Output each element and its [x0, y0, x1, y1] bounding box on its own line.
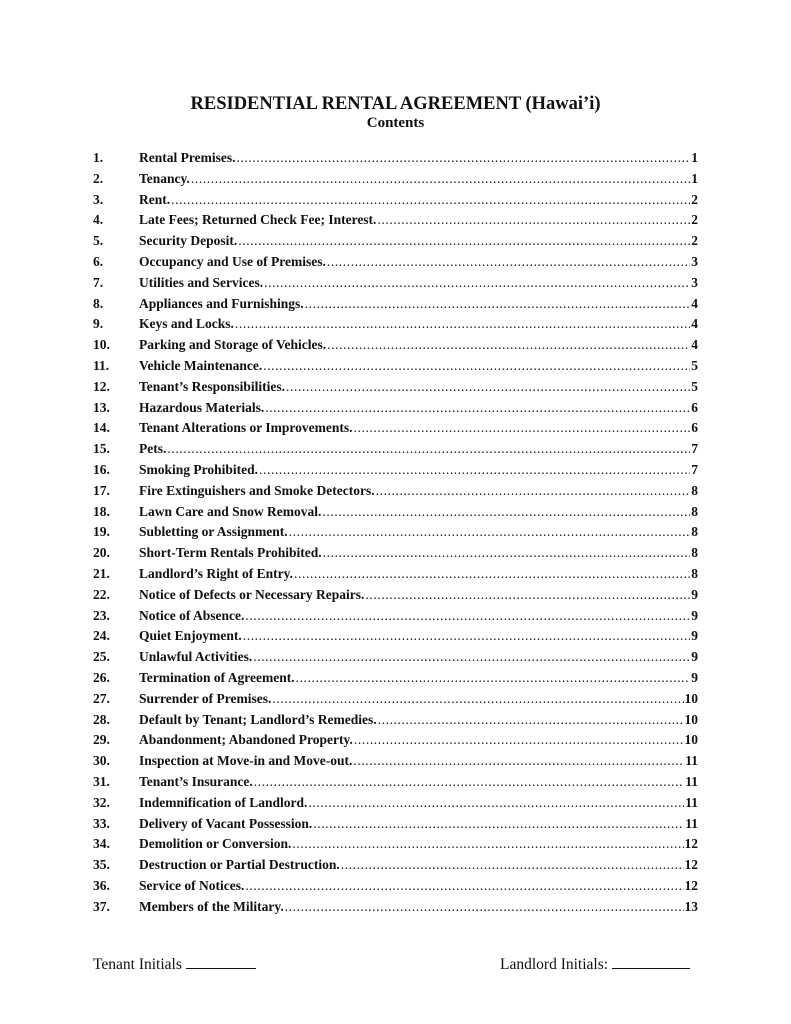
- toc-entry[interactable]: [93, 273, 698, 294]
- toc-dot-leader: [296, 668, 691, 689]
- toc-entry[interactable]: [93, 190, 698, 211]
- toc-dot-leader: [254, 772, 684, 793]
- toc-entry-label: Security Deposit.: [139, 233, 238, 249]
- toc-entry-page: 12: [684, 877, 698, 893]
- toc-entry-number: 13.: [93, 399, 110, 415]
- toc-entry-label: Fire Extinguishers and Smoke Detectors.: [139, 482, 375, 498]
- toc-dot-leader: [313, 814, 684, 835]
- toc-dot-leader: [272, 689, 683, 710]
- toc-entry-label: Utilities and Services.: [139, 274, 264, 290]
- toc-dot-leader: [322, 502, 690, 523]
- toc-entry-page: 4: [691, 316, 698, 332]
- toc-entry-number: 11.: [93, 357, 110, 373]
- toc-dot-leader: [286, 377, 690, 398]
- toc-dot-leader: [294, 564, 690, 585]
- toc-entry-label: Quiet Enjoyment.: [139, 628, 242, 644]
- toc-entry-number: 23.: [93, 607, 110, 623]
- toc-entry-number: 31.: [93, 773, 110, 789]
- toc-dot-leader: [341, 855, 684, 876]
- toc-dot-leader: [377, 210, 690, 231]
- toc-entry-page: 8: [691, 524, 698, 540]
- toc-entry[interactable]: [93, 834, 698, 855]
- toc-entry-label: Occupancy and Use of Premises.: [139, 253, 326, 269]
- toc-entry-label: Tenant’s Insurance.: [139, 773, 253, 789]
- toc-entry-number: 1.: [93, 150, 104, 165]
- toc-entry[interactable]: [93, 543, 698, 564]
- toc-entry[interactable]: [93, 148, 698, 169]
- toc-entry-page: 1: [691, 170, 698, 186]
- toc-entry-page: 8: [691, 503, 698, 519]
- toc-entry-number: 33.: [93, 815, 110, 831]
- toc-entry-label: Inspection at Move-in and Move-out.: [139, 753, 353, 769]
- toc-entry-label: Destruction or Partial Destruction.: [139, 857, 340, 873]
- toc-entry-number: 17.: [93, 482, 110, 498]
- toc-entry-number: 21.: [93, 565, 110, 581]
- toc-entry[interactable]: [93, 793, 698, 814]
- toc-dot-leader: [245, 606, 690, 627]
- toc-entry-page: 2: [691, 212, 698, 228]
- toc-entry[interactable]: [93, 730, 698, 751]
- tenant-initials: [93, 954, 256, 975]
- toc-entry[interactable]: [93, 231, 698, 252]
- toc-dot-leader: [323, 543, 691, 564]
- toc-entry-number: 22.: [93, 586, 110, 602]
- toc-entry-number: 4.: [93, 212, 104, 228]
- toc-entry[interactable]: [93, 294, 698, 315]
- toc-entry-label: Keys and Locks.: [139, 316, 234, 332]
- toc-entry-number: 18.: [93, 503, 110, 519]
- landlord-initials-label: Landlord Initials:: [500, 956, 609, 973]
- toc-entry[interactable]: [93, 418, 698, 439]
- toc-dot-leader: [191, 169, 690, 190]
- toc-entry[interactable]: [93, 606, 698, 627]
- toc-dot-leader: [171, 190, 690, 211]
- toc-entry-label: Termination of Agreement.: [139, 669, 295, 685]
- toc-entry[interactable]: [93, 710, 698, 731]
- toc-dot-leader: [259, 460, 690, 481]
- landlord-initials: [500, 954, 690, 975]
- toc-entry-page: 6: [691, 399, 698, 415]
- toc-entry-number: 5.: [93, 233, 104, 249]
- toc-entry[interactable]: [93, 481, 698, 502]
- toc-entry-page: 9: [691, 669, 698, 685]
- toc-dot-leader: [245, 876, 683, 897]
- toc-entry-label: Appliances and Furnishings.: [139, 295, 304, 311]
- toc-entry-label: Notice of Absence.: [139, 607, 245, 623]
- toc-dot-leader: [235, 314, 690, 335]
- toc-entry-number: 27.: [93, 690, 110, 706]
- toc-entry-number: 10.: [93, 337, 110, 353]
- toc-entry-number: 20.: [93, 545, 110, 561]
- toc-entry-page: 6: [691, 420, 698, 436]
- toc-entry[interactable]: [93, 335, 698, 356]
- toc-entry-number: 7.: [93, 274, 104, 290]
- toc-entry-number: 34.: [93, 836, 110, 852]
- toc-entry-label: Late Fees; Returned Check Fee; Interest.: [139, 212, 377, 228]
- toc-entry-page: 7: [691, 461, 698, 477]
- toc-dot-leader: [378, 710, 684, 731]
- toc-entry[interactable]: [93, 398, 698, 419]
- toc-entry-page: 8: [691, 565, 698, 581]
- toc-entry-label: Smoking Prohibited.: [139, 461, 259, 477]
- toc-entry-number: 29.: [93, 732, 110, 748]
- toc-entry-label: Subletting or Assignment.: [139, 524, 288, 540]
- toc-entry-number: 35.: [93, 857, 110, 873]
- toc-entry-number: 3.: [93, 191, 104, 207]
- table-of-contents: [93, 148, 698, 917]
- toc-entry-label: Vehicle Maintenance.: [139, 357, 263, 373]
- toc-entry-number: 28.: [93, 711, 110, 727]
- toc-entry-number: 6.: [93, 253, 104, 269]
- toc-entry-page: 8: [691, 482, 698, 498]
- toc-entry-label: Delivery of Vacant Possession.: [139, 815, 313, 831]
- toc-entry-page: 10: [684, 732, 698, 748]
- toc-dot-leader: [264, 273, 690, 294]
- toc-entry-label: Hazardous Materials.: [139, 399, 265, 415]
- toc-entry-label: Pets.: [139, 441, 167, 457]
- toc-dot-leader: [327, 335, 690, 356]
- toc-entry-page: 4: [691, 295, 698, 311]
- contents-heading: Contents: [366, 115, 425, 131]
- toc-entry-label: Notice of Defects or Necessary Repairs.: [139, 586, 365, 602]
- toc-entry-label: Members of the Military.: [139, 898, 284, 914]
- document-title: RESIDENTIAL RENTAL AGREEMENT (Hawai’i): [190, 94, 601, 114]
- toc-entry-page: 4: [691, 337, 698, 353]
- toc-entry[interactable]: [93, 855, 698, 876]
- toc-dot-leader: [238, 231, 690, 252]
- toc-dot-leader: [353, 751, 684, 772]
- toc-entry-page: 11: [685, 773, 698, 789]
- toc-entry[interactable]: [93, 814, 698, 835]
- toc-entry-label: Indemnification of Landlord.: [139, 794, 308, 810]
- toc-entry-number: 14.: [93, 420, 110, 436]
- toc-entry-page: 8: [691, 545, 698, 561]
- toc-entry-page: 2: [691, 191, 698, 207]
- toc-entry-label: Surrender of Premises.: [139, 690, 272, 706]
- toc-entry-page: 1: [691, 150, 698, 165]
- toc-entry-number: 9.: [93, 316, 104, 332]
- toc-entry-number: 26.: [93, 669, 110, 685]
- toc-entry[interactable]: [93, 210, 698, 231]
- toc-entry-page: 5: [691, 357, 698, 373]
- toc-entry[interactable]: [93, 314, 698, 335]
- toc-entry-page: 3: [691, 253, 698, 269]
- toc-entry[interactable]: [93, 668, 698, 689]
- toc-entry[interactable]: [93, 689, 698, 710]
- toc-dot-leader: [167, 439, 690, 460]
- toc-dot-leader: [354, 730, 684, 751]
- toc-entry-label: Lawn Care and Snow Removal.: [139, 503, 322, 519]
- toc-entry[interactable]: [93, 522, 698, 543]
- toc-dot-leader: [289, 522, 691, 543]
- toc-dot-leader: [265, 398, 690, 419]
- toc-entry[interactable]: [93, 626, 698, 647]
- toc-entry[interactable]: [93, 897, 698, 918]
- toc-entry-page: 11: [685, 815, 698, 831]
- toc-entry-number: 12.: [93, 378, 110, 394]
- toc-entry[interactable]: [93, 377, 698, 398]
- toc-dot-leader: [292, 834, 683, 855]
- toc-dot-leader: [263, 356, 690, 377]
- toc-entry-number: 15.: [93, 441, 110, 457]
- toc-entry[interactable]: [93, 564, 698, 585]
- toc-entry-number: 25.: [93, 649, 110, 665]
- toc-dot-leader: [305, 294, 691, 315]
- toc-entry[interactable]: [93, 169, 698, 190]
- toc-entry[interactable]: [93, 460, 698, 481]
- toc-entry[interactable]: [93, 439, 698, 460]
- toc-dot-leader: [236, 148, 690, 169]
- toc-entry-label: Tenancy.: [139, 170, 190, 186]
- toc-entry[interactable]: [93, 356, 698, 377]
- toc-entry-page: 7: [691, 441, 698, 457]
- toc-entry-label: Tenant Alterations or Improvements.: [139, 420, 353, 436]
- toc-dot-leader: [253, 647, 690, 668]
- landlord-initials-blank[interactable]: [612, 954, 690, 969]
- toc-entry-number: 16.: [93, 461, 110, 477]
- toc-entry-number: 2.: [93, 170, 104, 186]
- toc-dot-leader: [327, 252, 690, 273]
- toc-entry-page: 12: [684, 836, 698, 852]
- toc-entry-page: 9: [691, 586, 698, 602]
- toc-entry[interactable]: [93, 751, 698, 772]
- toc-entry-page: 10: [684, 711, 698, 727]
- tenant-initials-label: Tenant Initials: [93, 956, 182, 973]
- toc-entry-label: Default by Tenant; Landlord’s Remedies.: [139, 711, 377, 727]
- toc-entry-number: 8.: [93, 295, 104, 311]
- toc-dot-leader: [354, 418, 691, 439]
- toc-entry-page: 9: [691, 607, 698, 623]
- toc-entry-label: Demolition or Conversion.: [139, 836, 292, 852]
- toc-entry-number: 32.: [93, 794, 110, 810]
- toc-entry-label: Abandonment; Abandoned Property.: [139, 732, 353, 748]
- toc-entry-label: Tenant’s Responsibilities.: [139, 378, 286, 394]
- toc-entry-number: 36.: [93, 877, 110, 893]
- toc-entry-page: 13: [684, 898, 698, 914]
- toc-dot-leader: [365, 585, 690, 606]
- toc-entry-page: 12: [684, 857, 698, 873]
- toc-entry-number: 30.: [93, 753, 110, 769]
- toc-entry-label: Landlord’s Right of Entry.: [139, 565, 294, 581]
- toc-entry[interactable]: [93, 502, 698, 523]
- toc-entry-label: Rent.: [139, 191, 171, 207]
- toc-entry-page: 3: [691, 274, 698, 290]
- toc-entry[interactable]: [93, 647, 698, 668]
- toc-entry[interactable]: [93, 585, 698, 606]
- toc-dot-leader: [376, 481, 691, 502]
- toc-entry-number: 19.: [93, 524, 110, 540]
- toc-entry[interactable]: [93, 876, 698, 897]
- toc-entry[interactable]: [93, 772, 698, 793]
- toc-entry-page: 9: [691, 649, 698, 665]
- toc-entry-label: Rental Premises.: [139, 150, 236, 165]
- toc-entry-page: 11: [685, 753, 698, 769]
- toc-entry-label: Short-Term Rentals Prohibited.: [139, 545, 322, 561]
- toc-dot-leader: [243, 626, 691, 647]
- toc-entry-number: 37.: [93, 898, 110, 914]
- toc-entry-page: 10: [684, 690, 698, 706]
- toc-entry-number: 24.: [93, 628, 110, 644]
- tenant-initials-blank[interactable]: [186, 954, 256, 969]
- toc-entry-page: 9: [691, 628, 698, 644]
- toc-dot-leader: [308, 793, 684, 814]
- toc-entry-page: 11: [685, 794, 698, 810]
- toc-entry-label: Service of Notices.: [139, 877, 245, 893]
- toc-entry-label: Parking and Storage of Vehicles.: [139, 337, 327, 353]
- toc-dot-leader: [285, 897, 684, 918]
- toc-entry-label: Unlawful Activities.: [139, 649, 253, 665]
- toc-entry-page: 5: [691, 378, 698, 394]
- toc-entry-page: 2: [691, 233, 698, 249]
- toc-entry[interactable]: [93, 252, 698, 273]
